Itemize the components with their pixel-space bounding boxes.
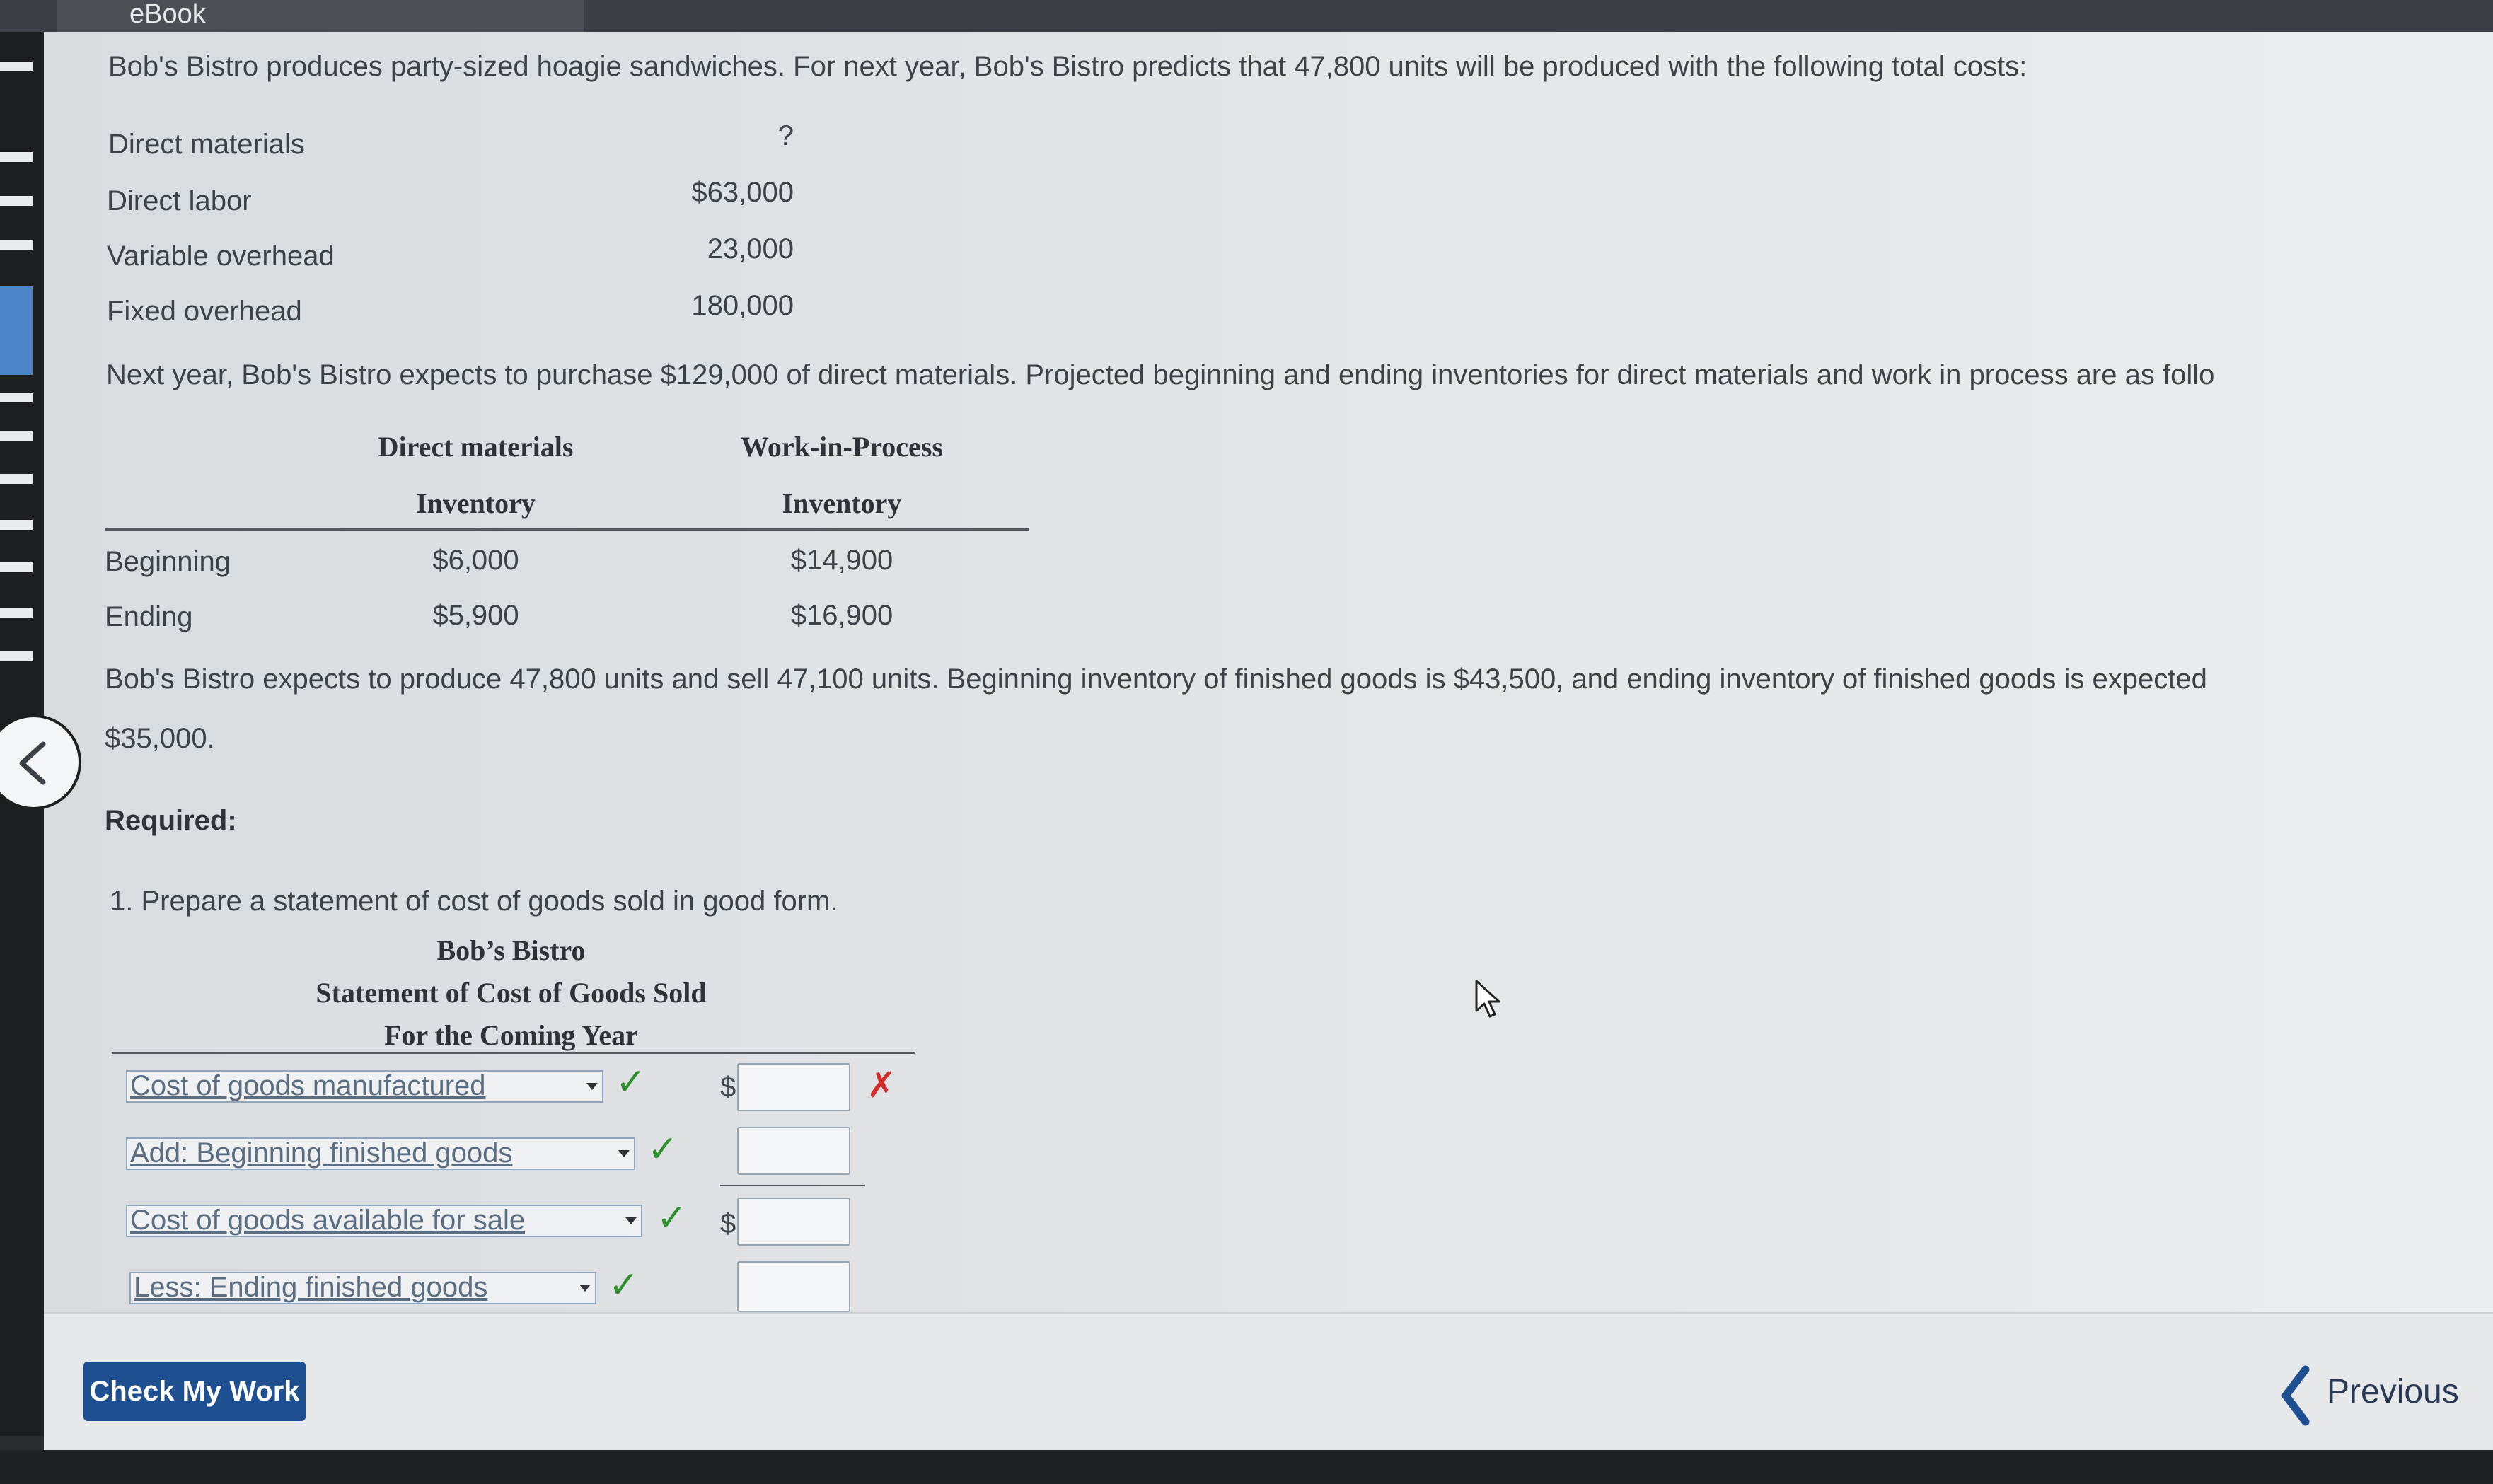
- line-item-select-value: Cost of goods manufactured: [130, 1070, 486, 1101]
- previous-label: Previous: [2327, 1373, 2459, 1410]
- chevron-left-icon: [13, 738, 56, 788]
- check-my-work-button[interactable]: Check My Work: [83, 1362, 306, 1421]
- table-cell: $14,900: [790, 545, 893, 576]
- chevron-down-icon: [579, 1285, 591, 1292]
- table-header: Direct materials: [378, 431, 574, 463]
- rail-marker: [0, 152, 33, 162]
- correct-check-icon: ✓: [656, 1198, 688, 1239]
- table-cell: $16,900: [790, 600, 893, 631]
- cost-label: Fixed overhead: [107, 296, 302, 327]
- statement-rule: [112, 1052, 915, 1054]
- cost-label: Direct labor: [107, 185, 252, 216]
- amount-input[interactable]: [737, 1198, 850, 1246]
- rail-marker: [0, 62, 33, 71]
- rail-marker: [0, 562, 33, 572]
- question-text: 1. Prepare a statement of cost of goods sold in good form.: [110, 886, 838, 917]
- line-item-select[interactable]: [126, 1137, 635, 1170]
- chevron-down-icon: [618, 1150, 630, 1157]
- rail-marker: [0, 520, 33, 530]
- table-cell: $5,900: [432, 600, 519, 631]
- statement-period: For the Coming Year: [384, 1019, 638, 1051]
- rail-marker: [0, 393, 33, 402]
- rail-marker: [0, 608, 33, 618]
- cost-label: Variable overhead: [107, 240, 335, 272]
- previous-button[interactable]: [2274, 1358, 2487, 1422]
- rail-marker: [0, 431, 33, 441]
- intro-text: Bob's Bistro produces party-sized hoagie sandwiches. For next year, Bob's Bistro predicts that 47,800 units will be produced with the following total costs:: [108, 51, 2028, 82]
- table-rule: [105, 528, 1029, 531]
- purchase-text: Next year, Bob's Bistro expects to purchase $129,000 of direct materials. Projected beginning and ending inventories for direct materials and work in process are as follo: [106, 359, 2215, 390]
- cost-value: 23,000: [707, 233, 794, 265]
- statement-title: Statement of Cost of Goods Sold: [316, 977, 707, 1009]
- line-item-select-value: Add: Beginning finished goods: [130, 1137, 513, 1169]
- line-item-select-value: Less: Ending finished goods: [134, 1272, 488, 1303]
- chevron-down-icon: [625, 1217, 637, 1224]
- cost-value: 180,000: [691, 290, 794, 321]
- table-row-label: Beginning: [105, 546, 231, 577]
- line-item-select[interactable]: [126, 1070, 603, 1103]
- line-item-select[interactable]: [129, 1272, 596, 1304]
- table-header: Work-in-Process: [741, 431, 943, 463]
- line-item-select-value: Cost of goods available for sale: [130, 1205, 526, 1236]
- footer-bar: [44, 1312, 2493, 1450]
- mouse-cursor-icon: [1475, 980, 1503, 1019]
- rail-active-marker: [0, 286, 33, 375]
- rail-marker: [0, 651, 33, 661]
- amount-input[interactable]: [737, 1261, 850, 1312]
- dollar-sign: $: [720, 1208, 736, 1239]
- cost-label: Direct materials: [108, 129, 305, 160]
- produce-text: Bob's Bistro expects to produce 47,800 units and sell 47,100 units. Beginning inventory of finished goods is $43,500, and ending inventory of finished goods is expected: [105, 663, 2207, 695]
- rail-marker: [0, 240, 33, 250]
- chevron-down-icon: [586, 1083, 598, 1090]
- chevron-left-icon: [2274, 1364, 2317, 1427]
- table-header: Inventory: [416, 487, 536, 519]
- rail-marker: [0, 196, 33, 206]
- line-item-select[interactable]: [126, 1205, 642, 1237]
- incorrect-x-icon: ✗: [867, 1065, 896, 1105]
- table-row-label: Ending: [105, 601, 193, 632]
- table-cell: $6,000: [432, 545, 519, 576]
- ebook-tab-label: eBook: [129, 0, 206, 29]
- amount-input[interactable]: [737, 1127, 850, 1175]
- statement-company: Bob’s Bistro: [436, 934, 586, 966]
- required-label: Required:: [105, 805, 237, 836]
- produce-text-cont: $35,000.: [105, 723, 215, 754]
- correct-check-icon: ✓: [647, 1129, 678, 1170]
- correct-check-icon: ✓: [608, 1265, 640, 1306]
- rail-marker: [0, 474, 33, 484]
- top-bar: [0, 0, 2493, 32]
- cost-value: ?: [777, 120, 794, 151]
- dollar-sign: $: [720, 1072, 736, 1103]
- table-header: Inventory: [782, 487, 902, 519]
- cost-value: $63,000: [691, 177, 794, 208]
- correct-check-icon: ✓: [615, 1062, 647, 1103]
- amount-input[interactable]: [737, 1063, 850, 1111]
- subtotal-rule: [720, 1185, 865, 1186]
- bottom-bar: [0, 1450, 2493, 1484]
